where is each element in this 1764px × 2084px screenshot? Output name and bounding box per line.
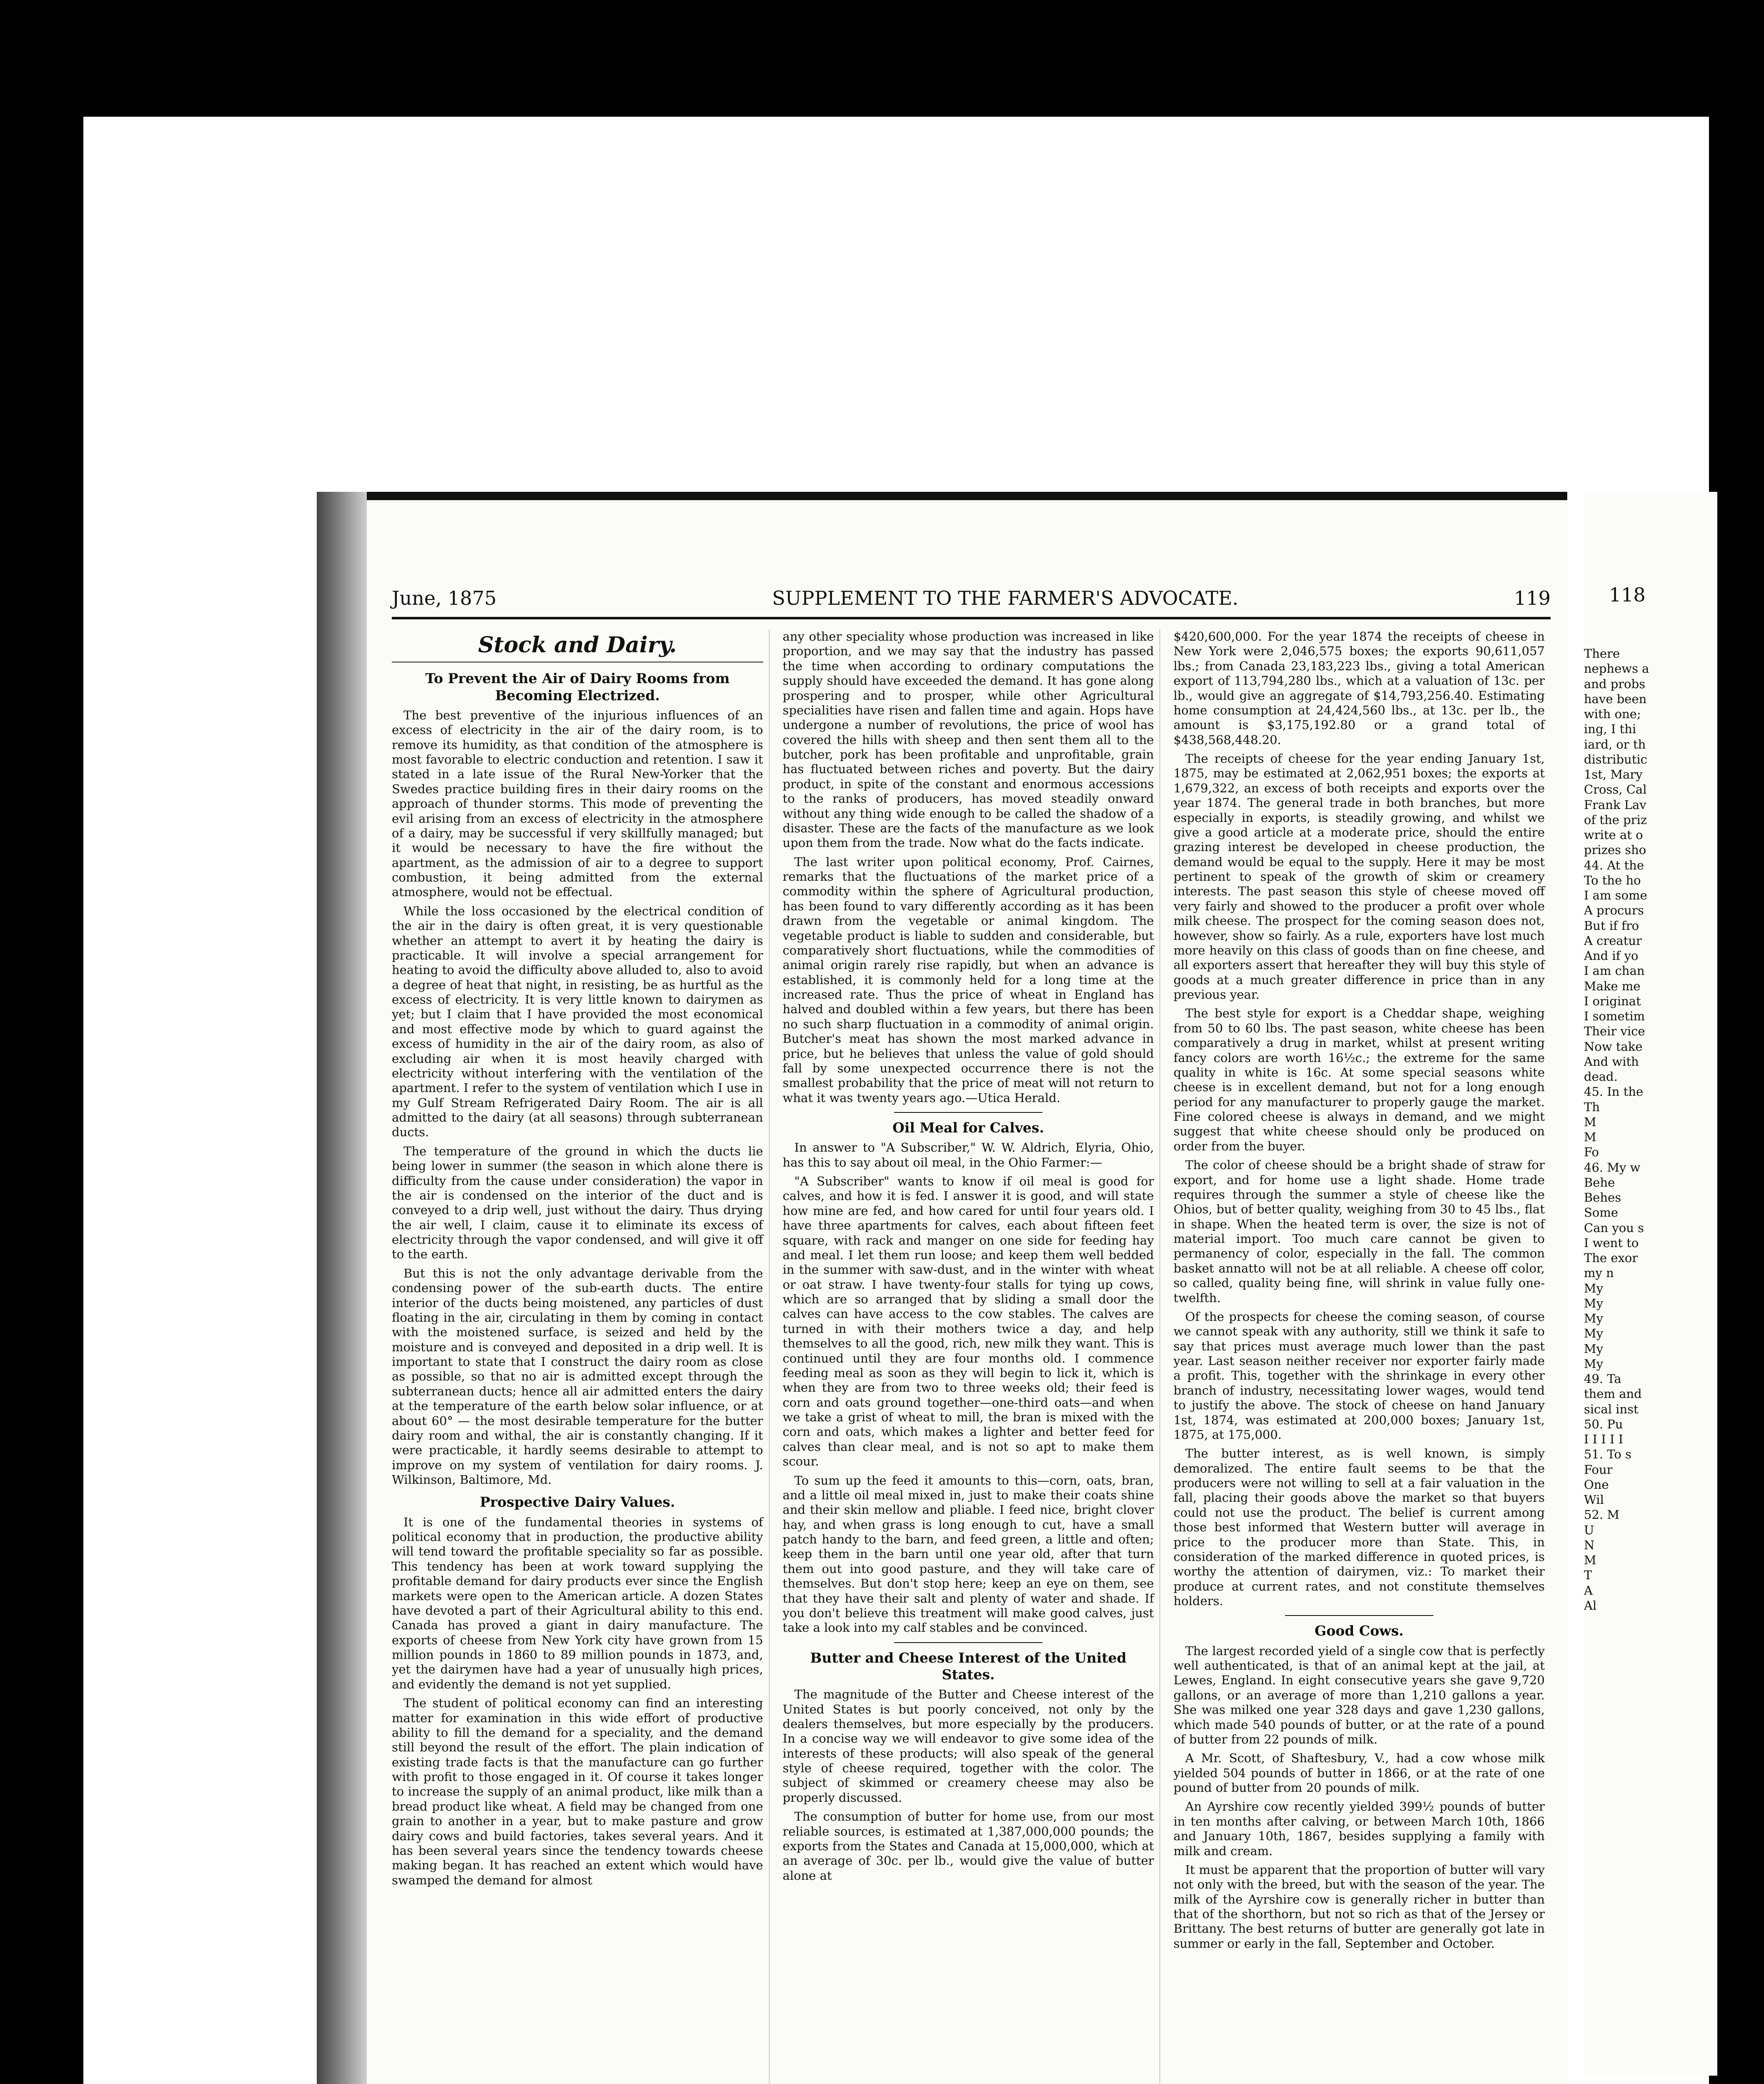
- facing-page-line: write at o: [1584, 828, 1643, 842]
- facing-page-line: And if yo: [1584, 949, 1639, 963]
- column-blocks: [783, 629, 1154, 1883]
- facing-page-line: 44. At the: [1584, 858, 1644, 872]
- paragraph: The best style for export is a Cheddar shape, weighing from 50 to 60 lbs. The past season, white cheese has been comparatively a drug in market, whilst at present writing fancy colors are worth 16½c.; the extreme for the same quality in white is 16c. At some special seasons white cheese is in excellent demand, but not for a long enough period for any manufacturer to properly gauge the market. Fine colored cheese is always in demand, and we might suggest that white cheese should only be produced on order from the buyer.: [1173, 1006, 1545, 1153]
- facing-page-line: U: [1584, 1523, 1594, 1537]
- facing-page-line: of the priz: [1584, 812, 1647, 827]
- article-title: Prospective Dairy Values.: [480, 1494, 675, 1510]
- facing-page-line: 1st, Mary: [1584, 767, 1643, 782]
- facing-page-line: iard, or th: [1584, 737, 1646, 751]
- facing-page-line: M: [1584, 1115, 1596, 1129]
- article-title: Butter and Cheese Interest of the United States.: [810, 1649, 1127, 1683]
- article-title: Good Cows.: [1314, 1623, 1404, 1639]
- column-blocks: [1173, 629, 1545, 1951]
- facing-page-line: There: [1584, 646, 1620, 661]
- paragraph: Of the prospects for cheese the coming season, of course we cannot speak with any authority, still we think it safe to say that prices must average much lower than the past year. Last season neither receiver nor exporter fairly made a profit. This, together with the shrinkage in every other branch of industry, necessitating lower wages, would tend to justify the above. The stock of cheese on hand January 1st, 1874, was estimated at 200,000 boxes; January 1st, 1875, at 175,000.: [1173, 1309, 1545, 1442]
- facing-page-line: with one;: [1584, 707, 1641, 721]
- paragraph: $420,600,000. For the year 1874 the receipts of cheese in New York were 2,046,575 boxes; the exports 90,611,057 lbs.; from Canada 23,183,223 lbs., giving a total American export of 113,794,280 lbs., which at a valuation of 13c. per lb., would give an aggregate of $14,793,256.40. Estimating home consumption at 24,424,560 lbs., at 13c. per lb., the amount is $3,175,192.80 or a grand total of $438,568,448.20.: [1173, 629, 1545, 747]
- facing-page-line: Make me: [1584, 979, 1641, 993]
- facing-page-line: Frank Lav: [1584, 797, 1646, 812]
- facing-page-line: prizes sho: [1584, 843, 1646, 857]
- top-rule: [317, 492, 1567, 500]
- facing-page-line: distributic: [1584, 752, 1647, 766]
- header-date: June, 1875: [392, 587, 497, 609]
- facing-page-line: One: [1584, 1477, 1609, 1492]
- article-columns: [392, 629, 1551, 2084]
- facing-page-line: dead.: [1584, 1070, 1618, 1084]
- paragraph: It is one of the fundamental theories in systems of political economy that in production, the productive ability will tend toward the profitable speciality so far as possible. This tendency has been at work toward supplying the profitable demand for dairy products ever since the English markets were open to the American article. A dozen States have devoted a part of their Agricultural ability to this end. Canada has proved a giant in dairy manufacture. The exports of cheese from New York city have grown from 15 million pounds in 1860 to 89 million pounds in 1873, and, yet the dairymen have had a year of unusually high prices, and evidently the demand is not yet supplied.: [392, 1515, 763, 1691]
- facing-page-line: I I I I I: [1584, 1432, 1624, 1446]
- paragraph: In answer to "A Subscriber," W. W. Aldrich, Elyria, Ohio, has this to say about oil meal, in the Ohio Farmer:—: [782, 1140, 1154, 1170]
- facing-page-line: A creatur: [1584, 933, 1642, 948]
- facing-page-line: my n: [1584, 1266, 1614, 1280]
- facing-page-line: My: [1584, 1281, 1604, 1295]
- facing-page-line: Their vice: [1584, 1024, 1645, 1039]
- divider: [894, 1112, 1042, 1113]
- facing-page-line: My: [1584, 1296, 1604, 1310]
- facing-page-strip: [1584, 492, 1717, 2076]
- facing-page-line: ing, I thi: [1584, 722, 1636, 736]
- facing-page-line: 46. My w: [1584, 1160, 1641, 1175]
- paragraph: An Ayrshire cow recently yielded 399½ pounds of butter in ten months after calving, or between March 10th, 1866 and January 10th, 1867, besides supplying a family with milk and cream.: [1173, 1799, 1545, 1858]
- paragraph: The receipts of cheese for the year ending January 1st, 1875, may be estimated at 2,062,951 boxes; the exports at 1,679,322, an excess of both receipts and exports over the year 1874. The general trade in both branches, but more especially in exports, is steadily growing, and whilst we give a good article at a moderate price, should the entire grazing interest be developed in cheese production, the demand would be equal to the supply. Here it may be most pertinent to speak of the growth of skim or creamery interests. The past season this style of cheese moved off very fairly and showed to the producer a profit over whole milk cheese. The prospect for the coming season does not, however, show so fairly. As a rule, exporters have lost much more heavily on this class of goods than on fine cheese, and all exporters assert that hereafter they will buy this style of goods at a much greater difference in price than in any previous year.: [1173, 751, 1545, 1002]
- facing-page-line: sical inst: [1584, 1402, 1639, 1416]
- facing-page-line: Cross, Cal: [1584, 782, 1647, 797]
- page-spine-shadow: [317, 492, 367, 2084]
- column-2: [783, 629, 1160, 2084]
- facing-page-number: 118: [1609, 584, 1646, 606]
- paragraph: A Mr. Scott, of Shaftesbury, V., had a cow whose milk yielded 504 pounds of butter in 1866, or at the rate of one pound of butter from 20 pounds of milk.: [1173, 1751, 1545, 1795]
- facing-page-line: 52. M: [1584, 1508, 1620, 1522]
- divider: [1285, 1615, 1433, 1616]
- paragraph: "A Subscriber" wants to know if oil meal is good for calves, and how it is fed. I answer it is good, and will state how mine are fed, and how cared for until four years old. I have three apartments for calves, each about fifteen feet square, with rack and manger on one side for feeding hay and meal. I let them run loose; and keep them well bedded in the summer with saw-dust, and in the winter with wheat or oat straw. I have twenty-four stalls for tying up cows, which are so arranged that by sliding a small door the calves can have access to the cow stables. The calves are turned in with their mothers twice a day, and help themselves to all the good, rich, new milk they want. This is continued until they are four months old. I commence feeding meal as soon as they will begin to lick it, which is when they are from two to three weeks old; their feed is corn and oats ground together—one-third oats—and when we take a grist of wheat to mill, the bran is mixed with the corn and oats, which makes a lighter and better feed for calves than clear meal, and is not so apt to make them scour.: [782, 1174, 1154, 1469]
- facing-page-line: My: [1584, 1326, 1604, 1341]
- facing-page-line: I sometim: [1584, 1009, 1645, 1023]
- facing-page-line: But if fro: [1584, 918, 1639, 933]
- paragraph: any other speciality whose production was increased in like proportion, and we may say that the industry has passed the time when according to ordinary computations the supply should have exceeded the demand. It has gone along prospering and to prosper, while other Agricultural specialities have risen and fallen time and again. Hops have undergone a number of revolutions, the price of wool has covered the hills with sheep and then sent them all to the butcher, pork has been profitable and unprofitable, grain has fluctuated between riches and poverty. But the dairy product, in spite of the constant and enormous accessions to the ranks of producers, has moved steadily onward without any thing wide enough to be called the shadow of a disaster. These are the facts of the manufacture as we look upon them from the trade. Now what do the facts indicate.: [782, 629, 1154, 850]
- facing-page-line: Al: [1584, 1598, 1597, 1613]
- article-title: To Prevent the Air of Dairy Rooms from Becoming Electrized.: [425, 670, 730, 704]
- facing-page-line: Some: [1584, 1205, 1618, 1220]
- paragraph: The last writer upon political economy, Prof. Cairnes, remarks that the fluctuations of the market price of a commodity within the sphere of Agricultural production, has been found to vary differently according as it has been drawn from the vegetable or animal kingdom. The vegetable product is liable to sudden and considerable, but comparatively short fluctuations, while the commodities of animal origin rarely rise rapidly, but when an advance is established, it is commonly held for a long time at the increased rate. Thus the price of wheat in England has halved and doubled within a few years, but there has been no such sharp fluctuation in a commodity of animal origin. Butcher's meat has shown the most marked advance in price, but he believes that unless the value of gold should fall by some unexpected occurrence there is not the smallest probability that the price of meat will not return to what it was twenty years ago.—Utica Herald.: [782, 854, 1154, 1105]
- facing-page-line: 49. Ta: [1584, 1372, 1621, 1386]
- facing-page-line: N: [1584, 1538, 1595, 1552]
- facing-page-line: Four: [1584, 1462, 1613, 1477]
- facing-page-line: And with: [1584, 1054, 1639, 1069]
- header-page-number: 119: [1514, 587, 1551, 609]
- facing-page-line: I went to: [1584, 1235, 1639, 1250]
- article-title: Oil Meal for Calves.: [892, 1120, 1044, 1136]
- paragraph: To sum up the feed it amounts to this—corn, oats, bran, and a little oil meal mixed in, just to make their coats shine and their skin mellow and pliable. I feed nice, bright clover hay, and when grass is long enough to cut, have a small patch handy to the barn, and feed green, a little and often; keep them in the barn until one year old, after that turn them out into good pasture, and they will take care of themselves. But don't stop here; keep an eye on them, see that they have their salt and plenty of water and shade. If you don't believe this treatment will make good calves, just take a look into my calf stables and be convinced.: [782, 1473, 1154, 1635]
- facing-page-line: Behes: [1584, 1190, 1621, 1205]
- facing-page-line: have been: [1584, 691, 1647, 706]
- paragraph: The magnitude of the Butter and Cheese interest of the United States is but poorly conceived, not only by the dealers themselves, but more especially by the producers. In a concise way we will endeavor to give some idea of the interests of these products; will also speak of the general style of cheese required, together with the color. The subject of skimmed or creamery cheese may also be properly discussed.: [782, 1687, 1154, 1805]
- facing-page-line: Fo: [1584, 1145, 1599, 1160]
- header-title: SUPPLEMENT TO THE FARMER'S ADVOCATE.: [772, 587, 1239, 609]
- facing-page-line: I originat: [1584, 994, 1641, 1008]
- column-3: [1173, 629, 1551, 2084]
- facing-page-line: 50. Pu: [1584, 1417, 1623, 1431]
- facing-page-line: The exor: [1584, 1251, 1638, 1265]
- paragraph: The temperature of the ground in which the ducts lie being lower in summer (the season in which alone there is difficulty from the cause under consideration) the vapor in the air is condensed on the interior of the duct and is conveyed to a drip well, just without the dairy. Thus drying the air well, I claim, cause it to eliminate its excess of electricity through the vapor condensed, and will give it off to the earth.: [392, 1144, 763, 1262]
- facing-page-line: 45. In the: [1584, 1085, 1644, 1099]
- paragraph: The butter interest, as is well known, is simply demoralized. The entire fault seems to be that the producers were not willing to sell at a fair valuation in the fall, placing their goods above the market so that buyers could not use the product. The belief is current among those best informed that Western butter will average in price to the producer more than State. This, in consideration of the marked difference in quoted prices, is worthy the attention of dairymen, viz.: To market their produce at current rates, and not constitute themselves holders.: [1173, 1446, 1545, 1608]
- facing-page-line: My: [1584, 1356, 1604, 1371]
- facing-page-line: and probs: [1584, 676, 1646, 691]
- newspaper-page: [317, 492, 1567, 2084]
- paragraph: The color of cheese should be a bright shade of straw for export, and for home use a light shade. Home trade requires through the summer a style of cheese like the Ohios, but of better quality, weighing from 30 to 45 lbs., flat in shape. When the heated term is over, the size is not of material import. Too much care cannot be given to permanency of color, especially in the fall. The common basket annatto will not be at all reliable. A cheese off color, so called, quality being fine, will shrink in value fully one-twelfth.: [1173, 1158, 1545, 1305]
- paragraph: The largest recorded yield of a single cow that is perfectly well authenticated, is that of an animal kept at the jail, at Lewes, England. In eight consecutive years she gave 9,720 gallons, or an average of more than 1,210 gallons a year. She was milked one year 328 days and gave 1,230 gallons, which made 540 pounds of butter, or at the rate of a pound of butter from 22 pounds of milk.: [1173, 1643, 1545, 1746]
- paragraph: But this is not the only advantage derivable from the condensing power of the sub-earth ducts. The entire interior of the ducts being moistened, any particles of dust floating in the air, circulating in them by coming in contact with the moistened surface, is seized and held by the moisture and is conveyed and deposited in a drip well. It is important to state that I construct the dairy room as close as possible, so that no air is admitted except through the subterranean ducts; hence all air admitted enters the dairy at the temperature of the earth below solar influence, or at about 60° — the most desirable temperature for the butter dairy room and withal, the air is constantly changing. If it were practicable, it hardly seems desirable to attempt to improve on my system of ventilation for dairy rooms. J. Wilkinson, Baltimore, Md.: [392, 1266, 763, 1487]
- facing-page-line: M: [1584, 1553, 1596, 1567]
- divider: [894, 1642, 1042, 1643]
- facing-page-line: Th: [1584, 1100, 1600, 1114]
- facing-page-line: My: [1584, 1341, 1604, 1356]
- facing-page-text: [1584, 646, 1709, 1613]
- column-1: [392, 629, 769, 2084]
- column-blocks: [392, 670, 763, 1888]
- facing-page-line: To the ho: [1584, 873, 1641, 887]
- header-rule: [392, 617, 1551, 619]
- facing-page-line: A procurs: [1584, 903, 1644, 918]
- facing-page-line: them and: [1584, 1387, 1642, 1401]
- facing-page-line: A: [1584, 1583, 1593, 1598]
- facing-page-line: Behe: [1584, 1175, 1615, 1190]
- facing-page-line: Wil: [1584, 1493, 1604, 1507]
- facing-page-line: Now take: [1584, 1039, 1643, 1054]
- facing-page-line: M: [1584, 1130, 1596, 1144]
- paragraph: The student of political economy can find an interesting matter for examination in this wide effort of productive ability to fill the demand for a speciality, and the demand still beyond the result of the effort. The plain indication of existing trade facts is that the manufacture can go further with profit to those engaged in it. Of course it takes longer to increase the supply of an animal product, like milk than a bread product like wheat. A field may be changed from one grain to another in a year, but to make pasture and grow dairy cows and build factories, takes several years. And it has been several years since the tendency towards cheese making began. It has reached an extent which would have swamped the demand for almost: [392, 1696, 763, 1887]
- facing-page-line: My: [1584, 1311, 1604, 1325]
- section-title: Stock and Dairy.: [392, 632, 763, 663]
- facing-page-line: nephews a: [1584, 661, 1649, 676]
- paragraph: The consumption of butter for home use, from our most reliable sources, is estimated at 1,387,000,000 pounds; the exports from the States and Canada at 15,000,000, which at an average of 30c. per lb., would give the value of butter alone at: [782, 1809, 1154, 1883]
- paragraph: While the loss occasioned by the electrical condition of the air in the dairy is often great, it is very questionable whether an attempt to avert it by heating the dairy is practicable. It will involve a special arrangement for heating to avoid the difficulty above alluded to, also to avoid a degree of heat that night, in resisting, be as hurtful as the excess of electricity. It is very little known to dairymen as yet; but I claim that I have provided the most economical and most effective mode by which to guard against the excess of humidity in the air of the dairy room, as also of excluding air when it is most heavily charged with electricity without interfering with the ventilation of the apartment. I refer to the system of ventilation which I use in my Gulf Stream Refrigerated Dairy Room. The air is all admitted to the dairy (at all seasons) through subterranean ducts.: [392, 904, 763, 1140]
- facing-page-line: Can you s: [1584, 1220, 1644, 1235]
- facing-page-line: 51. To s: [1584, 1447, 1631, 1462]
- facing-page-line: T: [1584, 1568, 1592, 1583]
- page-header: [392, 584, 1551, 613]
- paragraph: The best preventive of the injurious influences of an excess of electricity in the air of the dairy room, is to remove its humidity, as that condition of the atmosphere is most favorable to electric conduction and retention. I saw it stated in a late issue of the Rural New-Yorker that the Swedes practice building fires in their dairy rooms on the approach of thunder storms. This mode of preventing the evil arising from an excess of electricity in the atmosphere of a dairy, may be successful if very skillfully managed; but it would be necessary to have the fire without the apartment, as the admission of air to a degree to support combustion, it being admitted from the external atmosphere, would not be effectual.: [392, 708, 763, 899]
- facing-page-line: I am chan: [1584, 964, 1645, 978]
- facing-page-line: I am some: [1584, 888, 1647, 902]
- paragraph: It must be apparent that the proportion of butter will vary not only with the breed, but with the season of the year. The milk of the Ayrshire cow is generally richer in butter than that of the shorthorn, but not so rich as that of the Jersey or Brittany. The best returns of butter are generally got late in summer or early in the fall, September and October.: [1173, 1862, 1545, 1951]
